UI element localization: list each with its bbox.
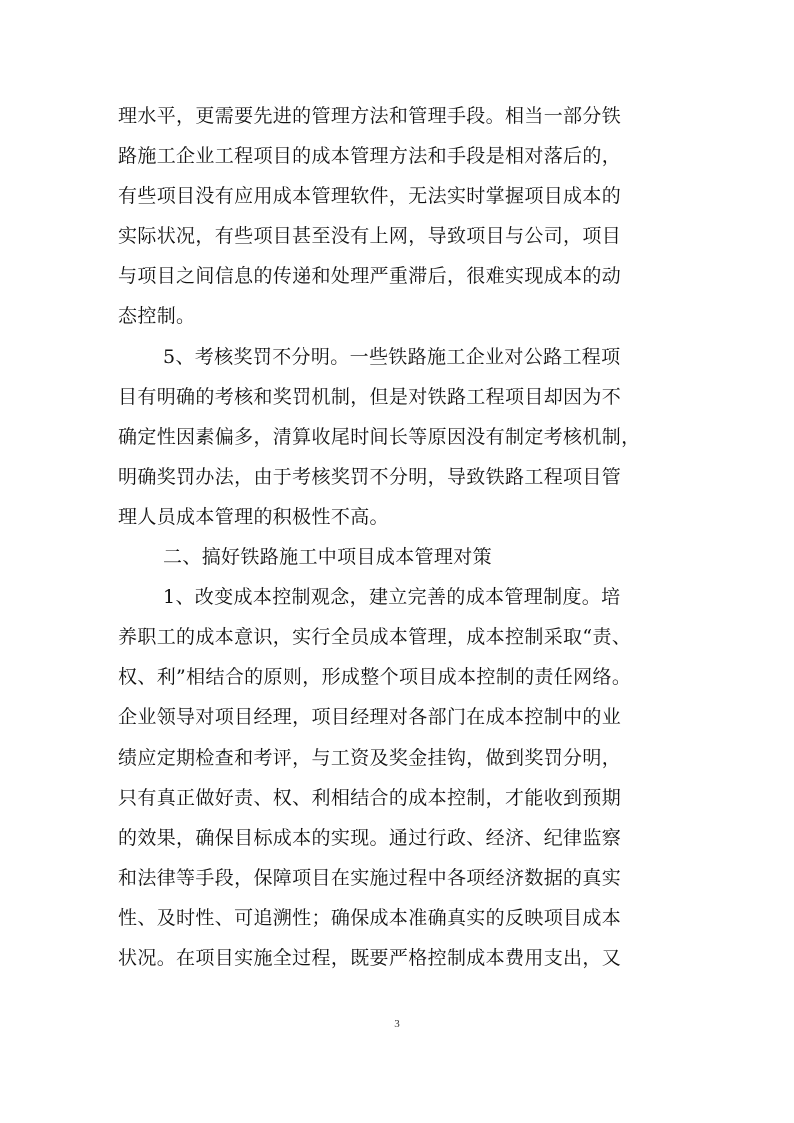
text-line: 性、及时性、可追溯性；确保成本准确真实的反映项目成本 — [118, 906, 622, 929]
text-line: 与项目之间信息的传递和处理严重滞后，很难实现成本的动 — [118, 265, 622, 288]
text-line: 企业领导对项目经理，项目经理对各部门在成本控制中的业 — [118, 706, 622, 729]
text-line: 养职工的成本意识，实行全员成本管理，成本控制采取“责、 — [118, 626, 632, 649]
text-line: 有些项目没有应用成本管理软件，无法实时掌握项目成本的 — [118, 185, 622, 208]
text-line: 和法律等手段，保障项目在实施过程中各项经济数据的真实 — [118, 866, 622, 889]
section-heading: 二、搞好铁路施工中项目成本管理对策 — [163, 546, 492, 569]
text-line: 权、利”相结合的原则，形成整个项目成本控制的责任网络。 — [118, 666, 632, 689]
text-line: 1、改变成本控制观念，建立完善的成本管理制度。培 — [163, 586, 621, 609]
text-line: 的效果，确保目标成本的实现。通过行政、经济、纪律监察 — [118, 826, 622, 849]
text-line: 只有真正做好责、权、利相结合的成本控制，才能收到预期 — [118, 786, 622, 809]
page-number: 3 — [394, 1018, 400, 1030]
text-line: 理水平，更需要先进的管理方法和管理手段。相当一部分铁 — [118, 105, 622, 127]
text-line: 目有明确的考核和奖罚机制，但是对铁路工程项目却因为不 — [118, 385, 622, 408]
text-line: 态控制。 — [118, 305, 196, 328]
text-line: 5、考核奖罚不分明。一些铁路施工企业对公路工程项 — [163, 345, 621, 368]
body-text — [118, 96, 678, 978]
text-line: 路施工企业工程项目的成本管理方法和手段是相对落后的， — [118, 145, 622, 168]
text-line: 状况。在项目实施全过程，既要严格控制成本费用支出，又 — [118, 946, 622, 969]
text-line: 确定性因素偏多，清算收尾时间长等原因没有制定考核机制， — [118, 425, 641, 448]
text-line: 绩应定期检查和考评，与工资及奖金挂钩，做到奖罚分明， — [118, 746, 622, 769]
text-line: 实际状况，有些项目甚至没有上网，导致项目与公司，项目 — [118, 225, 622, 248]
text-line: 明确奖罚办法，由于考核奖罚不分明，导致铁路工程项目管 — [118, 465, 622, 488]
text-line: 理人员成本管理的积极性不高。 — [118, 505, 389, 528]
